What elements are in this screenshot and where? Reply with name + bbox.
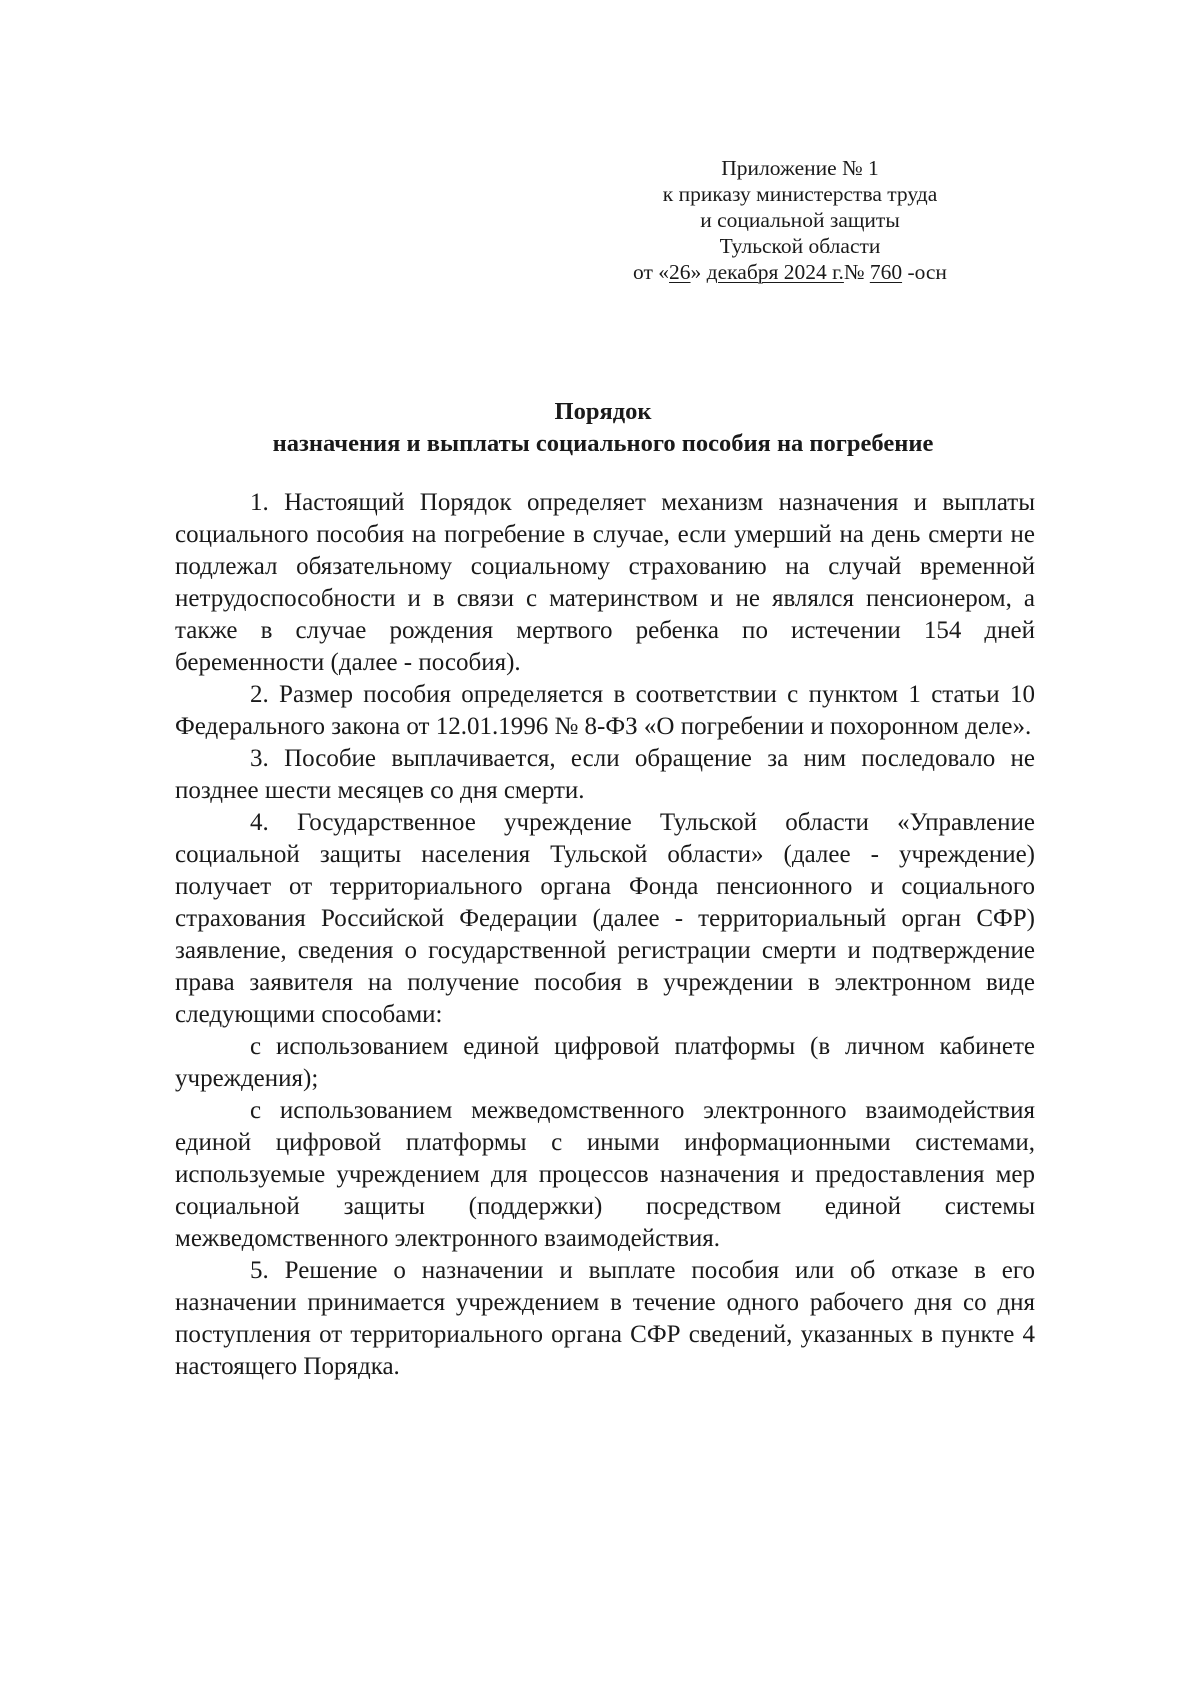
paragraph-2: 2. Размер пособия определяется в соответствии с пунктом 1 статьи 10 Федерального закона от 12.01.1996 № 8-ФЗ «О погребении и похоронном деле». (175, 681, 1035, 740)
date-month-year: декабря 2024 г. (706, 260, 844, 284)
paragraph-4-method-1: с использованием единой цифровой платформы (в личном кабинете учреждения); (175, 1033, 1035, 1092)
appendix-ministry-line: и социальной защиты (700, 208, 900, 232)
date-mid: » (690, 260, 707, 284)
title-line-1: Порядок (554, 398, 652, 425)
number-suffix: -осн (902, 260, 947, 284)
appendix-title: Приложение № 1 (721, 156, 879, 180)
date-day: 26 (669, 260, 691, 284)
number-label: № (843, 260, 870, 284)
paragraph-3: 3. Пособие выплачивается, если обращение за ним последовало не позднее шести месяцев со дня смерти. (175, 745, 1035, 804)
appendix-order-line: к приказу министерства труда (662, 182, 938, 206)
appendix-header (600, 155, 1000, 285)
paragraph-4-method-2: с использованием межведомственного электронного взаимодействия единой цифровой платформы с иными информационными системами, используемые учреждением для процессов назначения и предоставления мер социальной защиты (поддержки) посредством единой системы межведомственного электронного взаимодействия. (175, 1097, 1035, 1252)
paragraph-1: 1. Настоящий Порядок определяет механизм назначения и выплаты социального пособия на погребение в случае, если умерший на день смерти не подлежал обязательному социальному страхованию на случай временной нетрудоспособности и в связи с материнством и не являлся пенсионером, а также в случае рождения мертвого ребенка по истечении 154 дней беременности (далее - пособия). (175, 489, 1035, 676)
document-title (170, 396, 1036, 460)
appendix-region-line: Тульской области (719, 234, 881, 258)
title-line-2: назначения и выплаты социального пособия на погребение (272, 430, 934, 457)
paragraph-4: 4. Государственное учреждение Тульской области «Управление социальной защиты населения Тульской области» (далее - учреждение) получает от территориального органа Фонда пенсионного и социального страхования Российской Федерации (далее - территориальный орган СФР) заявление, сведения о государственной регистрации смерти и подтверждение права заявителя на получение пособия в учреждении в электронном виде следующими способами: (175, 809, 1035, 1028)
date-prefix: от « (633, 260, 670, 284)
order-number: 760 (869, 260, 903, 284)
document-body (175, 487, 1035, 1383)
appendix-date-line (590, 259, 990, 285)
paragraph-5: 5. Решение о назначении и выплате пособия или об отказе в его назначении принимается учреждением в течение одного рабочего дня со дня поступления от территориального органа СФР сведений, указанных в пункте 4 настоящего Порядка. (175, 1257, 1035, 1380)
